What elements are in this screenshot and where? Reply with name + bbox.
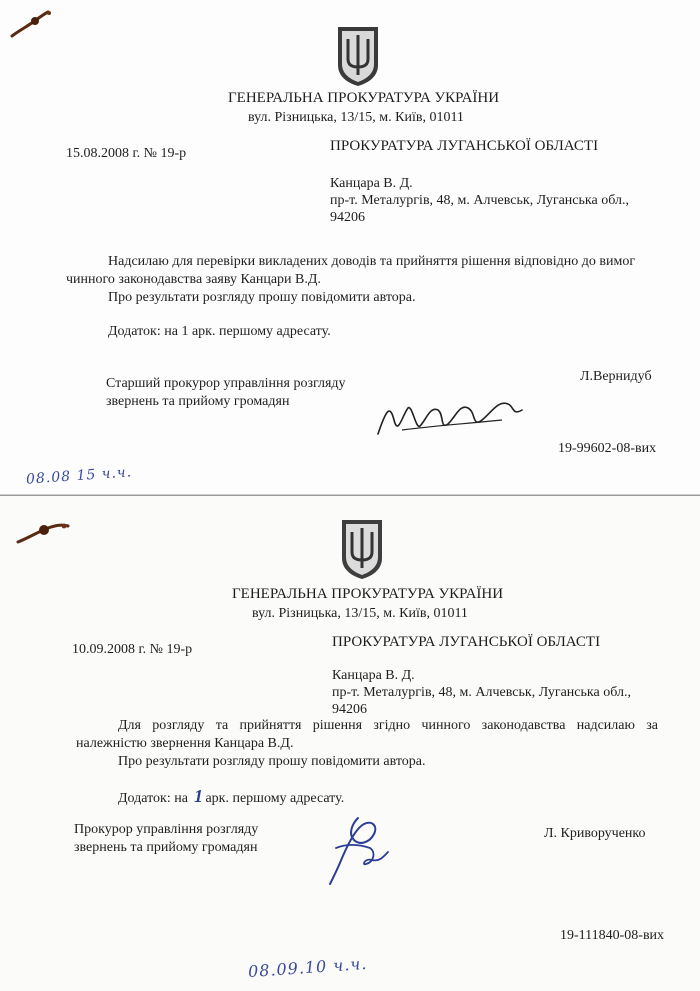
signatory-name: Л. Криворученко (544, 826, 646, 841)
date-reference: 15.08.2008 г. № 19-р (66, 146, 187, 161)
signatory-title: Старший прокурор управління розгляду (106, 376, 346, 391)
outgoing-number: 19-99602-08-вих (558, 441, 657, 456)
body-line: Надсилаю для перевірки викладених доводів та прийняття рішення відповідно до вимог (108, 254, 636, 269)
attachment-note: Додаток: на 1 арк. першому адресату. (108, 324, 331, 339)
letter-2 (0, 495, 700, 991)
recipient-org: ПРОКУРАТУРА ЛУГАНСЬКОЇ ОБЛАСТІ (332, 634, 601, 650)
org-name: ГЕНЕРАЛЬНА ПРОКУРАТУРА УКРАЇНИ (232, 586, 504, 602)
body-line: чинного законодавства заяву Канцари В.Д. (66, 272, 321, 287)
body-line: Про результати розгляду прошу повідомити автора. (118, 754, 426, 769)
letter-1 (0, 0, 700, 495)
org-address: вул. Різницька, 13/15, м. Київ, 01011 (252, 606, 468, 621)
rust-stain (14, 512, 72, 552)
body-line: Про результати розгляду прошу повідомити автора. (108, 290, 416, 305)
signatory-name: Л.Вернидуб (580, 369, 652, 384)
attachment-prefix: Додаток: на (118, 791, 188, 806)
signatory-title: звернень та прийому громадян (106, 394, 290, 409)
trident-emblem (340, 518, 384, 580)
addressee-name: Канцара В. Д. (330, 176, 413, 191)
attachment-suffix: арк. першому адресату. (205, 791, 345, 806)
handwritten-note: 08.09.10 ч.ч. (247, 953, 368, 982)
recipient-org: ПРОКУРАТУРА ЛУГАНСЬКОЇ ОБЛАСТІ (330, 138, 599, 154)
outgoing-number: 19-111840-08-вих (560, 928, 665, 943)
date-reference: 10.09.2008 г. № 19-р (72, 642, 193, 657)
signature (318, 814, 394, 890)
addressee-address: пр-т. Металургів, 48, м. Алчевськ, Луганська обл., (330, 193, 629, 208)
addressee-address: пр-т. Металургів, 48, м. Алчевськ, Луганська обл., (332, 685, 631, 700)
signatory-title: Прокурор управління розгляду (74, 822, 259, 837)
addressee-name: Канцара В. Д. (332, 668, 415, 683)
org-name: ГЕНЕРАЛЬНА ПРОКУРАТУРА УКРАЇНИ (228, 90, 500, 106)
org-address: вул. Різницька, 13/15, м. Київ, 01011 (248, 110, 464, 125)
attachment-count-handwritten: 1 (193, 786, 203, 806)
signature (372, 390, 532, 448)
body-line: належністю звернення Канцара В.Д. (76, 736, 294, 751)
rust-stain (8, 8, 56, 42)
signatory-title: звернень та прийому громадян (74, 840, 258, 855)
trident-emblem (336, 25, 380, 87)
addressee-postcode: 94206 (332, 702, 367, 717)
handwritten-note: 08.08 15 ч.ч. (25, 464, 133, 488)
attachment-note (118, 788, 344, 807)
addressee-postcode: 94206 (330, 210, 365, 225)
body-line: Для розгляду та прийняття рішення згідно чинного законодавства надсилаю за (118, 718, 658, 733)
